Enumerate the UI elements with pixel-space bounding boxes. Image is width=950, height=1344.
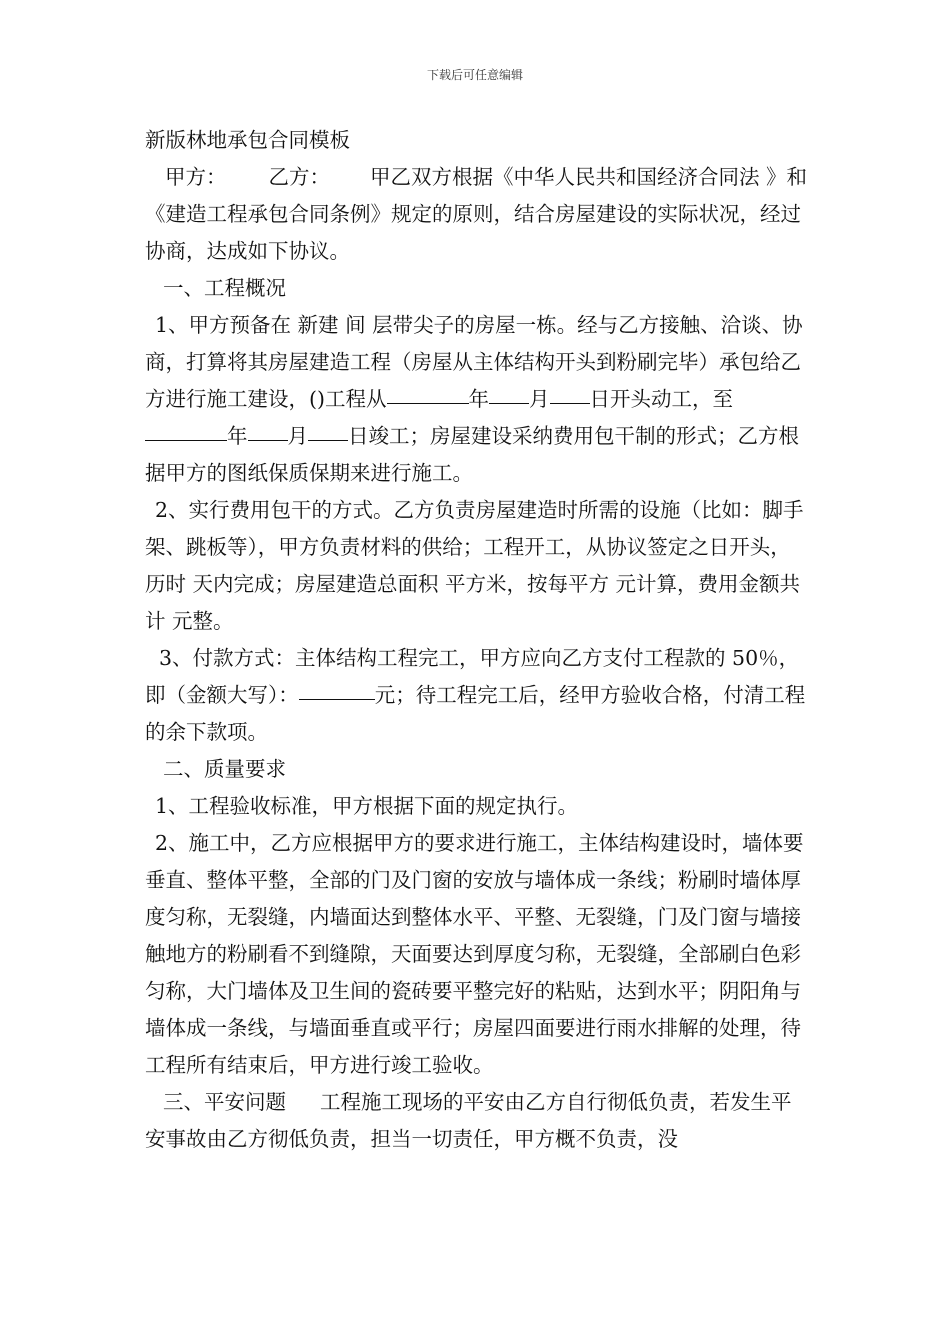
header-note: 下载后可任意编辑	[426, 68, 523, 82]
party-b-label: 乙方：	[268, 165, 330, 189]
clause-1-2: 2、实行费用包干的方式。乙方负责房屋建造时所需的设施（比如：脚手架、跳板等），甲方负责材料的供给；工程开工，从协议签定之日开头，历时 天内完成；房屋建造总面积 平方米，按每平方 元计算，费用金额共计 元整。	[145, 498, 804, 633]
section-1-title: 一、工程概况	[163, 276, 286, 300]
blank-start-year	[387, 402, 469, 404]
blank-end-day	[308, 439, 348, 441]
blank-amount	[299, 698, 375, 700]
intro-paragraph	[145, 159, 807, 270]
section-3-text: 工程施工现场的平安由乙方自行彻低负责，若发生平安事故由乙方彻低负责，担当一切责任，甲方概不负责，没	[145, 1090, 792, 1151]
blank-end-year	[145, 439, 227, 441]
intro-text: 甲乙双方根据《中华人民共和国经济合同法 》和《建造工程承包合同条例》规定的原则，结合房屋建设的实际状况，经过协商，达成如下协议。	[145, 165, 808, 263]
section-2-title: 二、质量要求	[163, 757, 286, 781]
clause-2-1: 1、工程验收标准，甲方根据下面的规定执行。	[155, 794, 579, 818]
blank-end-month	[248, 439, 288, 441]
blank-start-day	[550, 402, 590, 404]
clause-1-3: 3、付款方式：主体结构工程完工，甲方应向乙方支付工程款的 50％，即（金额大写）： 元；待工程完工后，经甲方验收合格，付清工程的余下款项。	[145, 646, 806, 744]
section-3-paragraph	[145, 1084, 807, 1158]
section-3-title: 三、平安问题	[163, 1090, 286, 1114]
clause-1-1: 1、甲方预备在 新建 间 层带尖子的房屋一栋。经与乙方接触、洽谈、协商，打算将其房屋建造工程（房屋从主体结构开头到粉刷完毕）承包给乙方进行施工建设，()工程从 年 月 日开头动工，至年 月 日竣工；房屋建设采纳费用包干制的形式；乙方根据甲方的图纸保质保期来进行施工。	[145, 313, 803, 485]
document-body	[145, 122, 807, 1158]
clause-2-2: 2、施工中，乙方应根据甲方的要求进行施工，主体结构建设时，墙体要垂直、整体平整，全部的门及门窗的安放与墙体成一条线；粉刷时墙体厚度匀称，无裂缝，内墙面达到整体水平、平整、无裂缝，门及门窗与墙接触地方的粉刷看不到缝隙，天面要达到厚度匀称，无裂缝，全部刷白色彩匀称，大门墙体及卫生间的瓷砖要平整完好的粘贴，达到水平；阴阳角与墙体成一条线，与墙面垂直或平行；房屋四面要进行雨水排解的处理，待工程所有结束后，甲方进行竣工验收。	[145, 831, 804, 1077]
blank-start-month	[489, 402, 529, 404]
party-a-label: 甲方：	[165, 165, 227, 189]
document-title: 新版林地承包合同模板	[145, 128, 350, 152]
